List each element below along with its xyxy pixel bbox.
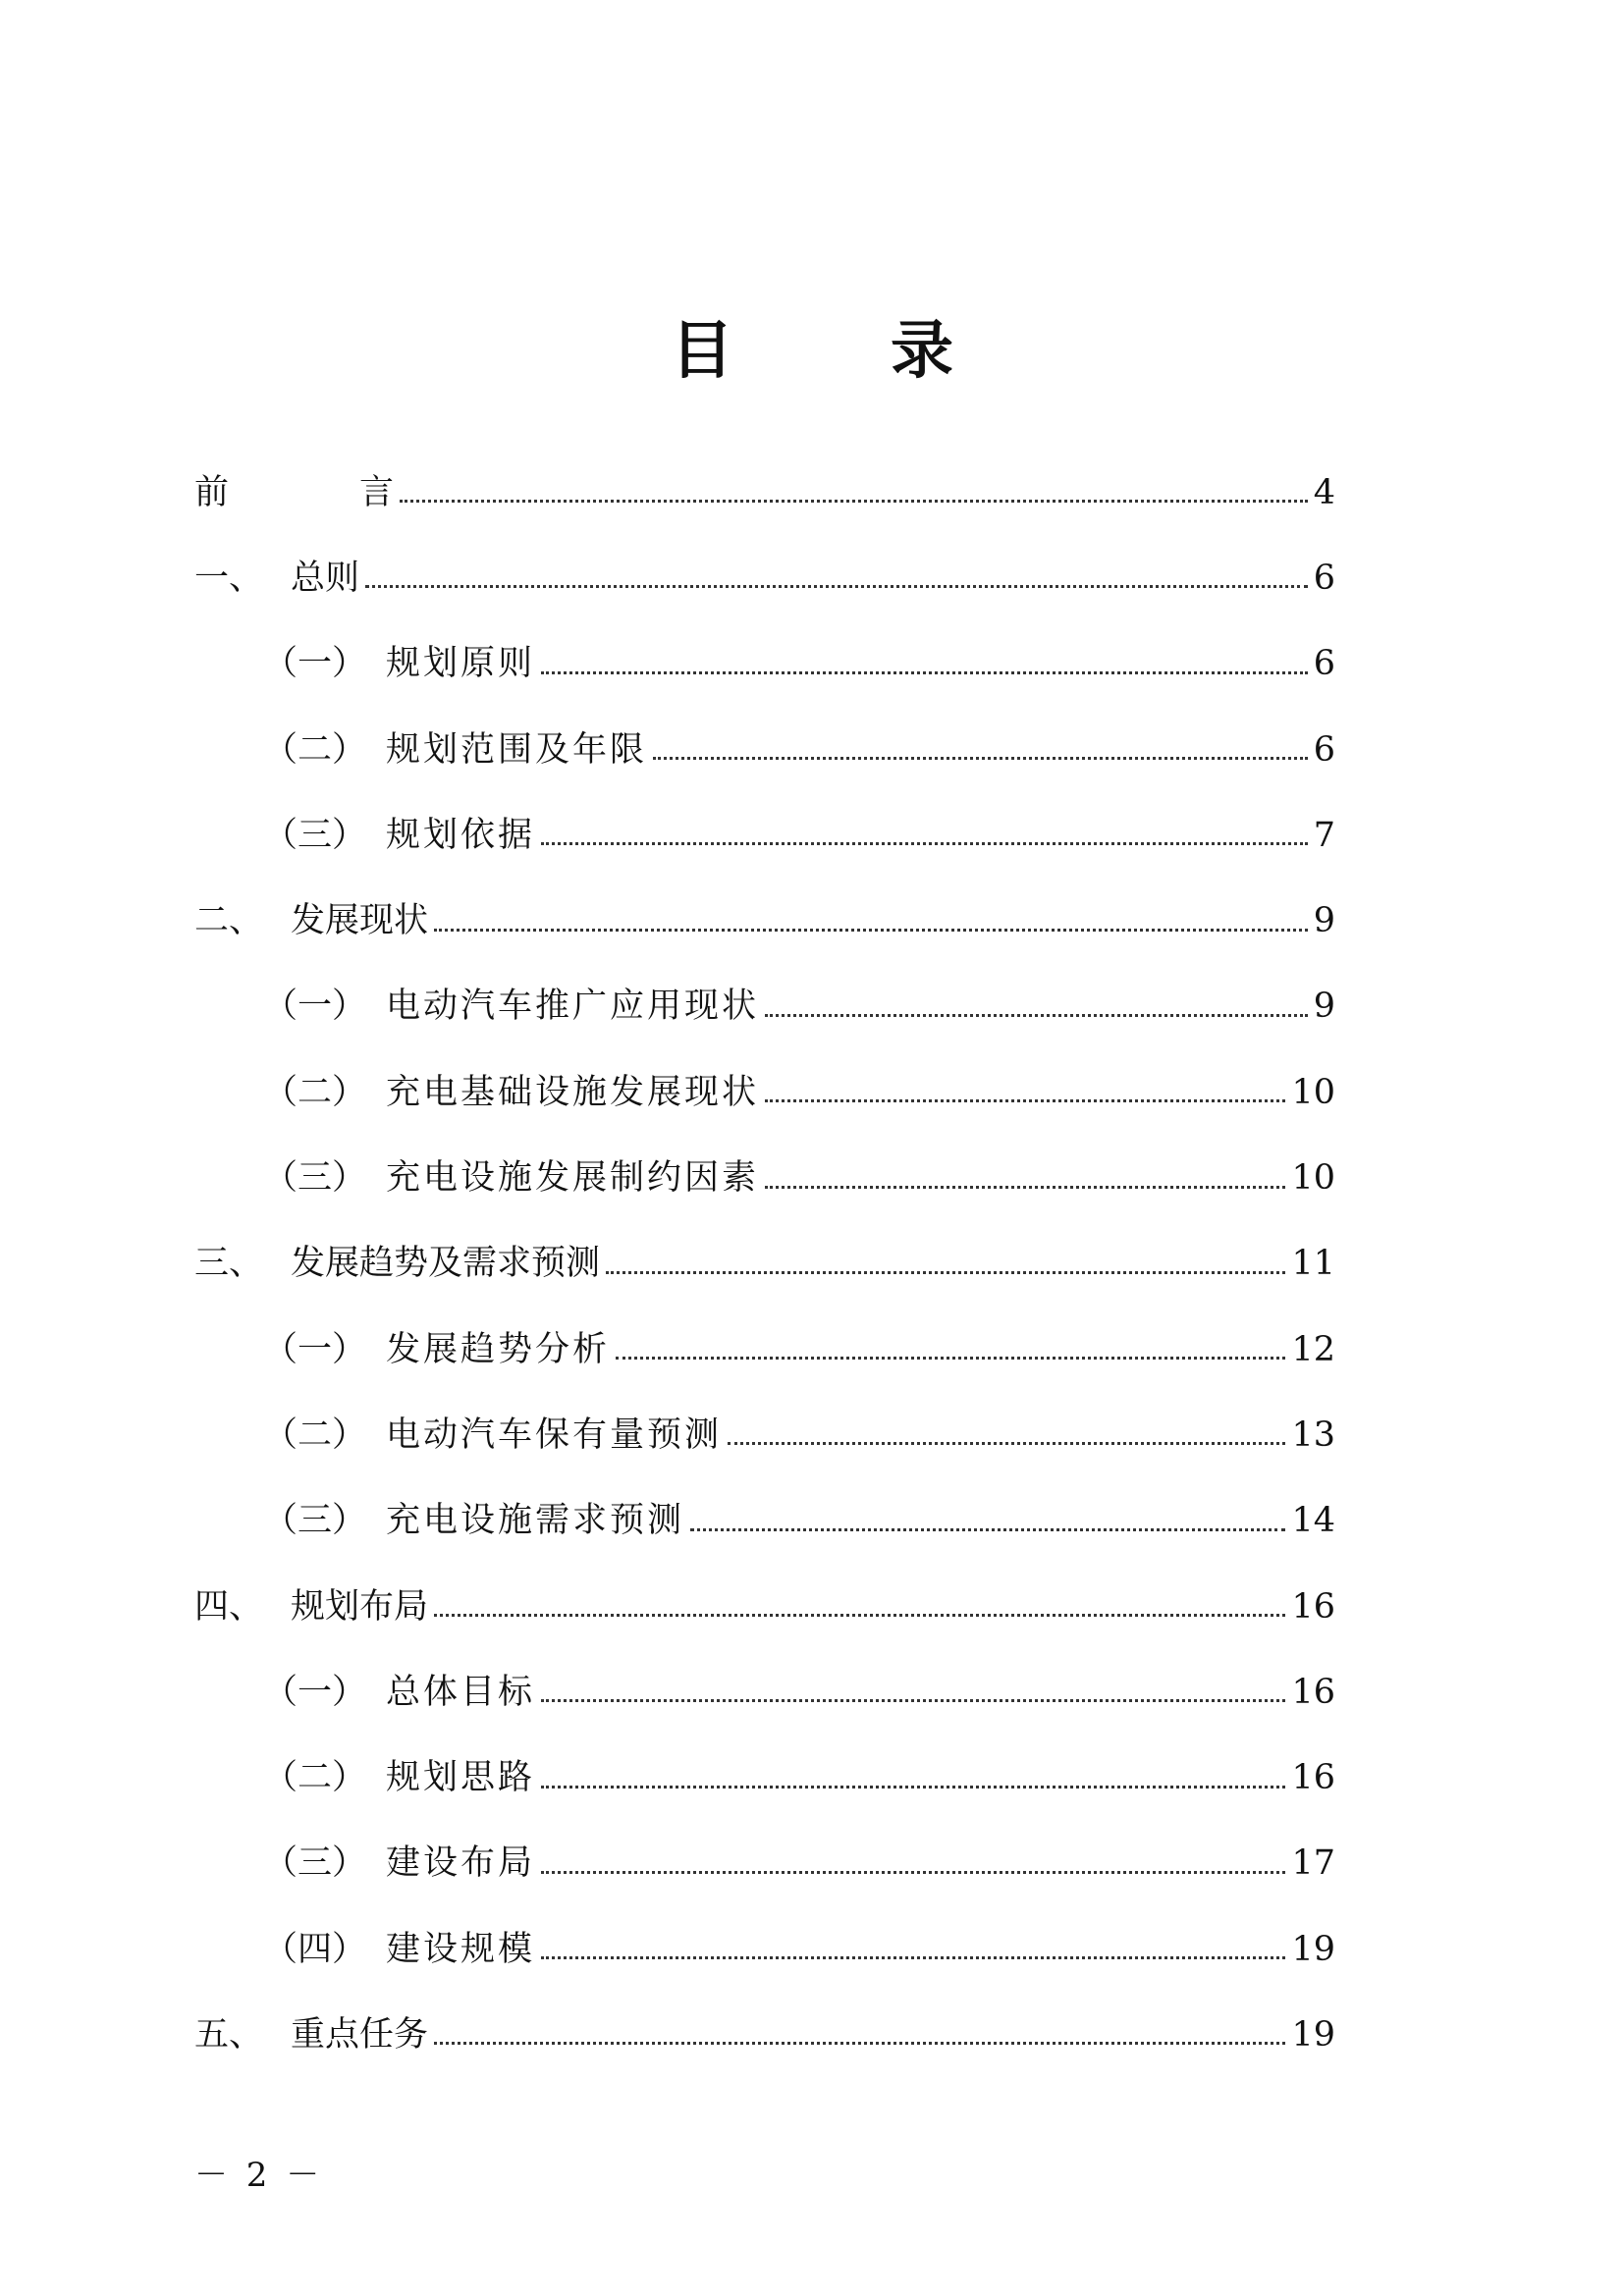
toc-dot-leader [541, 1786, 1285, 1789]
toc-entry-number: 二、 [194, 901, 264, 941]
toc-entry-page-number: 14 [1291, 1501, 1335, 1541]
toc-entry-page-number: 19 [1291, 1929, 1335, 1969]
toc-dot-leader [434, 2042, 1285, 2045]
toc-dot-leader [765, 1186, 1285, 1189]
toc-entry-label: 重点任务 [291, 2014, 429, 2055]
toc-dot-leader [541, 1956, 1285, 1959]
toc-entry-page-number: 17 [1291, 1843, 1335, 1884]
toc-entry-page-number: 16 [1291, 1586, 1335, 1627]
toc-entry[interactable] [194, 1649, 1335, 1735]
toc-entry[interactable] [194, 1735, 1335, 1820]
toc-entry-label: 总则 [291, 558, 360, 598]
toc-dot-leader [765, 1099, 1285, 1102]
toc-entry-page-number: 12 [1291, 1329, 1335, 1369]
toc-entry-number: （一） [263, 644, 367, 684]
toc-entry-number: （二） [263, 1758, 367, 1798]
toc-dot-leader [616, 1357, 1285, 1360]
toc-entry[interactable] [194, 707, 1335, 792]
toc-entry[interactable] [194, 1392, 1335, 1477]
toc-entry-page-number: 7 [1313, 815, 1335, 855]
toc-entry[interactable] [194, 878, 1335, 963]
toc-entry[interactable] [194, 450, 1335, 535]
toc-entry-page-number: 13 [1291, 1415, 1335, 1455]
toc-entry[interactable] [194, 1821, 1335, 1906]
toc-entry-page-number: 6 [1313, 644, 1335, 684]
toc-entry-number: （二） [263, 1415, 367, 1455]
toc-entry-page-number: 4 [1313, 472, 1335, 512]
toc-entry-page-number: 10 [1291, 1072, 1335, 1112]
toc-entry[interactable] [194, 1906, 1335, 1992]
toc-entry-number: （三） [263, 1158, 367, 1199]
toc-entry-page-number: 6 [1313, 558, 1335, 598]
toc-dot-leader [541, 842, 1308, 845]
toc-entry-label: 总体目标 [386, 1672, 536, 1712]
toc-entry-label: 充电设施发展制约因素 [386, 1158, 760, 1199]
toc-dot-leader [690, 1528, 1285, 1531]
toc-entry-number: （三） [263, 1501, 367, 1541]
toc-entry[interactable] [194, 1049, 1335, 1135]
toc-dot-leader [541, 1871, 1285, 1874]
toc-entry-number: （一） [263, 1672, 367, 1712]
toc-entry-label: 电动汽车推广应用现状 [386, 987, 760, 1027]
toc-entry-number: 四、 [194, 1586, 264, 1627]
toc-entry-number: （四） [263, 1929, 367, 1969]
toc-entry-label: 言 [291, 472, 395, 512]
toc-entry-label: 建设规模 [386, 1929, 536, 1969]
toc-dot-leader [728, 1442, 1285, 1445]
toc-entry-page-number: 10 [1291, 1158, 1335, 1199]
toc-entry-label: 充电基础设施发展现状 [386, 1072, 760, 1112]
toc-dot-leader [541, 1699, 1285, 1702]
toc-entry[interactable] [194, 1135, 1335, 1220]
toc-entry-number: 三、 [194, 1244, 264, 1284]
toc-entry-page-number: 11 [1291, 1244, 1335, 1284]
toc-dot-leader [365, 585, 1308, 588]
toc-entry-label: 规划依据 [386, 815, 536, 855]
toc-dot-leader [541, 671, 1308, 674]
toc-entry-label: 发展趋势及需求预测 [291, 1244, 601, 1284]
toc-entry-label: 规划思路 [386, 1758, 536, 1798]
toc-dot-leader [434, 929, 1308, 932]
page-title: 目 录 [671, 315, 1001, 388]
table-of-contents [194, 450, 1335, 2078]
footer-page-number: － 2 － [194, 2156, 324, 2195]
toc-entry-page-number: 6 [1313, 729, 1335, 770]
toc-entry[interactable] [194, 1478, 1335, 1564]
toc-dot-leader [606, 1271, 1285, 1274]
toc-entry-number: （一） [263, 1329, 367, 1369]
toc-entry-page-number: 9 [1313, 987, 1335, 1027]
toc-entry-number: （一） [263, 987, 367, 1027]
toc-entry-number: 前 [194, 472, 230, 512]
toc-entry[interactable] [194, 792, 1335, 878]
toc-dot-leader [765, 1014, 1308, 1017]
toc-entry-label: 发展现状 [291, 901, 429, 941]
toc-entry-number: （二） [263, 729, 367, 770]
toc-entry-page-number: 16 [1291, 1758, 1335, 1798]
toc-entry-page-number: 16 [1291, 1672, 1335, 1712]
toc-entry-label: 规划原则 [386, 644, 536, 684]
toc-entry-page-number: 9 [1313, 901, 1335, 941]
toc-entry[interactable] [194, 1221, 1335, 1307]
toc-entry-label: 充电设施需求预测 [386, 1501, 685, 1541]
toc-entry-number: 五、 [194, 2014, 264, 2055]
toc-entry-label: 建设布局 [386, 1843, 536, 1884]
toc-entry[interactable] [194, 535, 1335, 620]
toc-entry-label: 电动汽车保有量预测 [386, 1415, 723, 1455]
toc-entry-number: （三） [263, 1843, 367, 1884]
toc-entry[interactable] [194, 1992, 1335, 2077]
toc-entry-label: 规划范围及年限 [386, 729, 648, 770]
toc-entry[interactable] [194, 1307, 1335, 1392]
toc-entry-number: 一、 [194, 558, 264, 598]
toc-entry-number: （二） [263, 1072, 367, 1112]
toc-entry[interactable] [194, 1564, 1335, 1649]
toc-entry-label: 规划布局 [291, 1586, 429, 1627]
toc-dot-leader [653, 757, 1308, 760]
toc-entry-label: 发展趋势分析 [386, 1329, 611, 1369]
toc-dot-leader [400, 500, 1308, 503]
toc-entry-number: （三） [263, 815, 367, 855]
toc-entry[interactable] [194, 964, 1335, 1049]
toc-dot-leader [434, 1614, 1285, 1617]
toc-entry-page-number: 19 [1291, 2014, 1335, 2055]
toc-entry[interactable] [194, 621, 1335, 707]
